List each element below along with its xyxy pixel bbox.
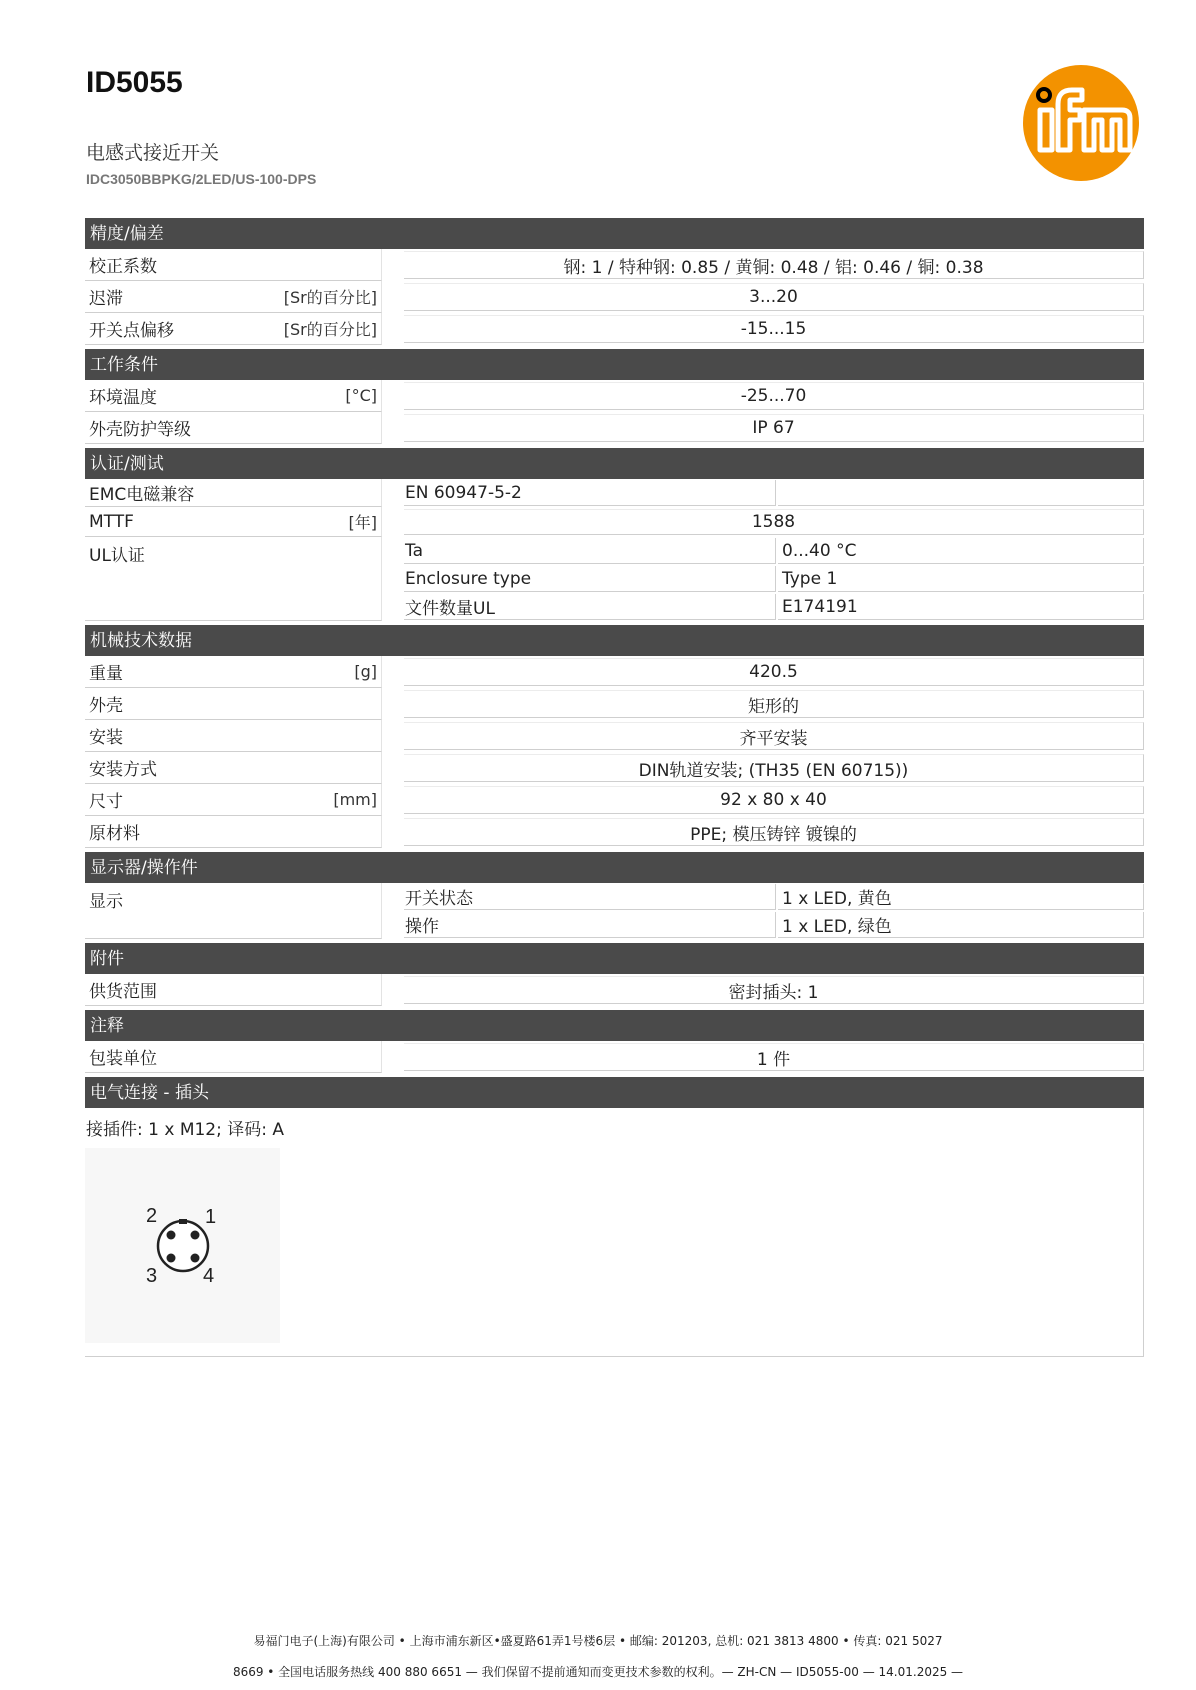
pin-label: 2: [146, 1205, 158, 1227]
label-text: 包装单位: [89, 1049, 157, 1069]
label-text: MTTF: [89, 511, 134, 532]
row-label: [85, 380, 382, 412]
label-text: 重量: [89, 664, 123, 684]
m12-connector-icon: [85, 1148, 280, 1343]
product-subtitle: 电感式接近开关: [86, 142, 220, 164]
row-value: IP 67: [404, 414, 1144, 442]
sub-value: Type 1: [778, 566, 1144, 592]
pin-label: 4: [203, 1265, 215, 1287]
section-notes-title: 注释: [85, 1010, 1144, 1041]
label-text: 供货范围: [89, 982, 157, 1002]
label-text: 校正系数: [89, 257, 157, 277]
row-value: PPE; 模压铸锌 镀镍的: [404, 818, 1144, 846]
table-row: [404, 593, 1144, 621]
table-row: [85, 507, 1144, 537]
row-label: [85, 752, 382, 784]
row-label: [85, 479, 382, 507]
pin-diagram: [85, 1148, 280, 1343]
label-text: 尺寸: [89, 792, 123, 812]
sub-value: E174191: [778, 594, 1144, 620]
row-label: [85, 784, 382, 816]
row-value: 1588: [404, 509, 1144, 535]
row-value: 420.5: [404, 658, 1144, 686]
row-label: [85, 412, 382, 444]
pin-label: 1: [205, 1206, 217, 1228]
table-row: [404, 537, 1144, 565]
row-value: 密封插头: 1: [404, 976, 1144, 1004]
row-value: -25...70: [404, 382, 1144, 410]
section-approvals-title: 认证/测试: [85, 448, 1144, 479]
ul-label: UL认证: [85, 537, 382, 621]
table-row: [85, 281, 1144, 313]
table-row: [85, 380, 1144, 412]
table-row: [85, 816, 1144, 848]
display-label: 显示: [85, 883, 382, 939]
section-operating-title: 工作条件: [85, 349, 1144, 380]
label-text: 安装方式: [89, 760, 157, 780]
table-row: [85, 313, 1144, 345]
table-row: [85, 688, 1144, 720]
section-accessories-title: 附件: [85, 943, 1144, 974]
emc-value: EN 60947-5-2: [404, 480, 776, 506]
sub-label: Ta: [404, 538, 776, 564]
table-row: [85, 1041, 1144, 1073]
row-label: [85, 281, 382, 313]
spec-table: [85, 218, 1144, 1357]
label-text: 环境温度: [89, 388, 157, 408]
row-value: 3...20: [404, 283, 1144, 311]
row-label: [85, 720, 382, 752]
sub-label: 操作: [404, 912, 776, 938]
row-label: [85, 313, 382, 345]
table-row: [85, 656, 1144, 688]
empty-cell: [778, 480, 1144, 506]
pin-label: 3: [146, 1265, 158, 1287]
row-label: [85, 816, 382, 848]
table-row: [85, 752, 1144, 784]
unit-text: [Sr的百分比]: [283, 288, 377, 307]
row-label: [85, 507, 382, 537]
label-text: EMC电磁兼容: [89, 485, 195, 505]
section-display-title: 显示器/操作件: [85, 852, 1144, 883]
sub-label: 开关状态: [404, 884, 776, 910]
electrical-box: [85, 1108, 1144, 1357]
table-row: [404, 911, 1144, 939]
sub-value: 1 x LED, 绿色: [778, 912, 1144, 938]
row-label: [85, 249, 382, 281]
label-text: 原材料: [89, 824, 140, 844]
row-value: 1 件: [404, 1043, 1144, 1071]
table-row: [85, 784, 1144, 816]
table-row: [404, 565, 1144, 593]
section-electrical-title: 电气连接 - 插头: [85, 1077, 1144, 1108]
table-row: [404, 883, 1144, 911]
row-label: [85, 656, 382, 688]
row-value: 92 x 80 x 40: [404, 786, 1144, 814]
row-value: 钢: 1 / 特种钢: 0.85 / 黄铜: 0.48 / 铝: 0.46 / 铜: 0.38: [404, 251, 1144, 279]
row-label: [85, 974, 382, 1006]
section-accuracy-title: 精度/偏差: [85, 218, 1144, 249]
row-label: [85, 688, 382, 720]
table-row: [85, 249, 1144, 281]
unit-text: [Sr的百分比]: [283, 320, 377, 339]
ul-block: [85, 537, 1144, 621]
sub-value: 0...40 °C: [778, 538, 1144, 564]
ifm-logo: [1022, 64, 1140, 182]
label-text: 迟滞: [89, 289, 123, 309]
unit-text: [mm]: [333, 790, 377, 809]
row-label: [85, 1041, 382, 1073]
product-code: IDC3050BBPKG/2LED/US-100-DPS: [86, 171, 317, 187]
sub-label: Enclosure type: [404, 566, 776, 592]
footer-address: 易福门电子(上海)有限公司 • 上海市浦东新区•盛夏路61弄1号楼6层 • 邮编: 201203, 总机: 021 3813 4800 • 传真: 021 5027: [253, 1634, 943, 1648]
row-value: 矩形的: [404, 690, 1144, 718]
label-text: 外壳: [89, 696, 123, 716]
label-text: 开关点偏移: [89, 321, 174, 341]
display-block: [85, 883, 1144, 939]
label-text: 安装: [89, 728, 123, 748]
table-row: [85, 720, 1144, 752]
connector-text: 接插件: 1 x M12; 译码: A: [86, 1120, 285, 1140]
table-row: [85, 974, 1144, 1006]
table-row: [85, 412, 1144, 444]
row-value: 齐平安装: [404, 722, 1144, 750]
sub-label: 文件数量UL: [404, 594, 776, 620]
footer-legal: 8669 • 全国电话服务热线 400 880 6651 — 我们保留不提前通知而变更技术参数的权利。— ZH-CN — ID5055-00 — 14.01.2025 —: [232, 1665, 964, 1679]
row-value: DIN轨道安装; (TH35 (EN 60715)): [404, 754, 1144, 782]
table-row: [85, 479, 1144, 507]
section-mechanical-title: 机械技术数据: [85, 625, 1144, 656]
unit-text: [年]: [348, 513, 377, 532]
product-title: ID5055: [86, 66, 183, 99]
label-text: 外壳防护等级: [89, 420, 191, 440]
row-value: -15...15: [404, 315, 1144, 343]
unit-text: [°C]: [345, 386, 377, 405]
sub-value: 1 x LED, 黄色: [778, 884, 1144, 910]
unit-text: [g]: [354, 662, 377, 681]
